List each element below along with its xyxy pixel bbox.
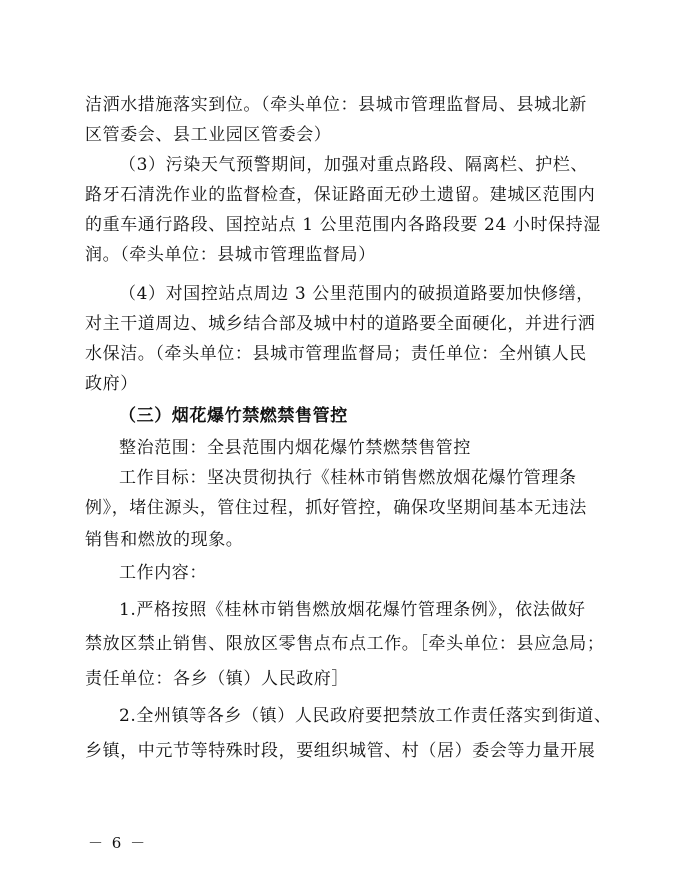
text-line: 对主干道周边、城乡结合部及城中村的道路要全面硬化，并进行洒 [85,314,596,334]
text-line: 水保洁。（牵头单位：县城市管理监督局；责任单位：全州镇人民 [85,344,587,364]
goal-line: 工作目标：坚决贯彻执行《桂林市销售燃放烟花爆竹管理条 [119,468,577,488]
work-content-label: 工作内容： [119,563,207,583]
text-line: 禁放区禁止销售、限放区零售点布点工作。［牵头单位：县应急局； [85,634,605,654]
paragraph-3-start: （3）污染天气预警期间，加强对重点路段、隔离栏、护栏、 [119,155,589,175]
paragraph-4-start: （4）对国控站点周边 3 公里范围内的破损道路要加快修缮， [119,284,594,304]
scope-line: 整治范围：全县范围内烟花爆竹禁燃禁售管控 [119,438,471,458]
text-line: 区管委会、县工业园区管委会） [85,125,332,145]
text-line: 销售和燃放的现象。 [85,530,244,550]
text-line: 责任单位：各乡（镇）人民政府］ [85,669,349,689]
text-line: 润。（牵头单位：县城市管理监督局） [85,245,376,265]
text-line: 例》，堵住源头，管住过程，抓好管控，确保攻坚期间基本无违法 [85,498,587,518]
text-line: 洁洒水措施落实到位。（牵头单位：县城市管理监督局、县城北新 [85,95,587,115]
section-heading: （三）烟花爆竹禁燃禁售管控 [119,406,348,426]
text-line: 政府） [85,374,138,394]
item-1-start: 1.严格按照《桂林市销售燃放烟花爆竹管理条例》，依法做好 [119,600,586,620]
text-line: 乡镇，中元节等特殊时段，要组织城管、村（居）委会等力量开展 [85,741,596,761]
text-line: 的重车通行路段、国控站点 1 公里范围内各路段要 24 小时保持湿 [85,215,601,235]
text-line: 路牙石清洗作业的监督检查，保证路面无砂土遗留。建城区范围内 [85,185,596,205]
page-number: － 6 － [88,834,148,852]
item-2-start: 2.全州镇等各乡（镇）人民政府要把禁放工作责任落实到街道、 [119,706,612,726]
